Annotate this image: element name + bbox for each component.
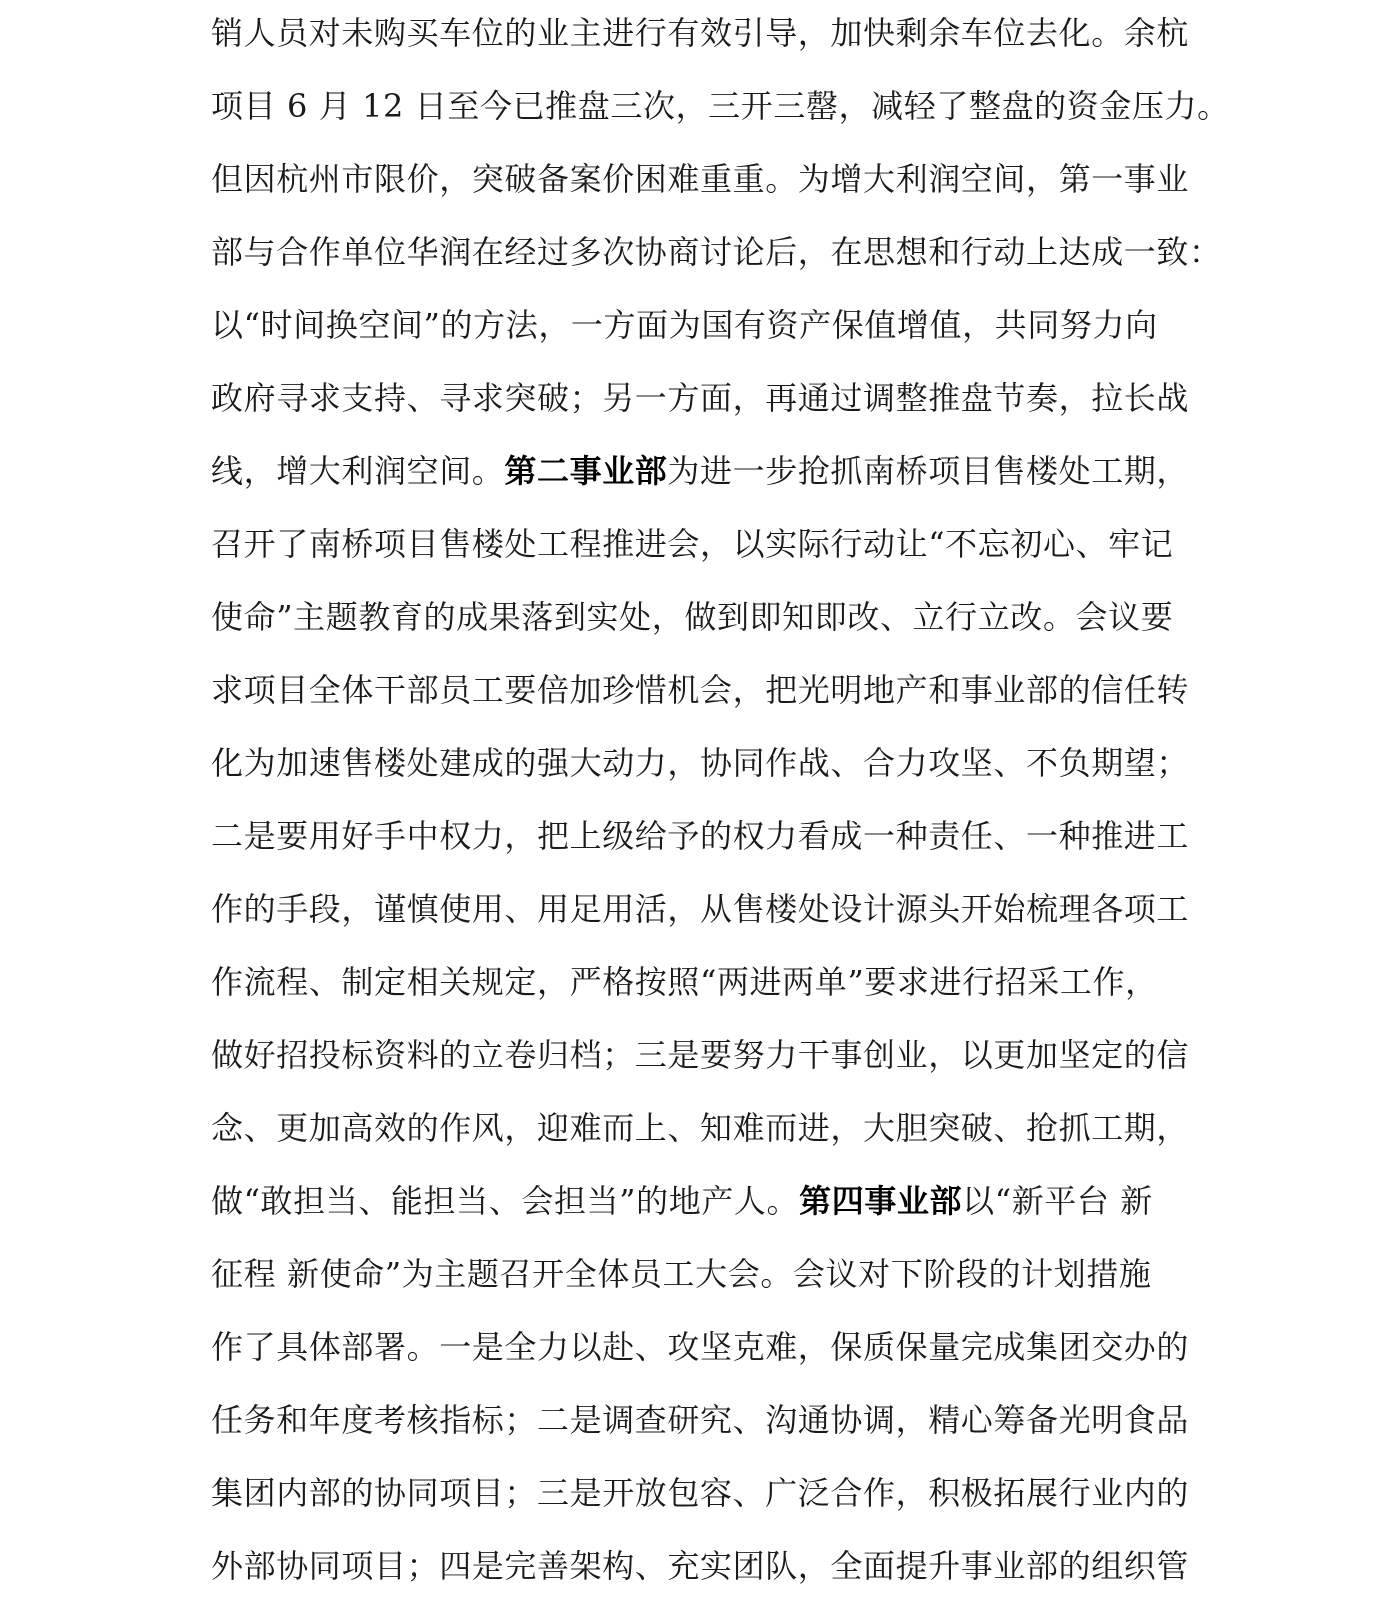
- text-line: 部与合作单位华润在经过多次协商讨论后，在思想和行动上达成一致：: [211, 233, 1222, 271]
- text-line: 集团内部的协同项目；三是开放包容、广泛合作，积极拓展行业内的: [211, 1474, 1190, 1512]
- text-line: 政府寻求支持、寻求突破；另一方面，再通过调整推盘节奏，拉长战: [211, 379, 1190, 417]
- text-segment: 做“敢担当、能担当、会担当”的地产人。: [211, 1182, 800, 1220]
- text-line: 任务和年度考核指标；二是调查研究、沟通协调，精心筹备光明食品: [211, 1401, 1190, 1439]
- text-line: 二是要用好手中权力，把上级给予的权力看成一种责任、一种推进工: [211, 817, 1190, 855]
- text-line: 项目 6 月 12 日至今已推盘三次，三开三罄，减轻了整盘的资金压力。: [211, 87, 1230, 125]
- text-segment: 为进一步抢抓南桥项目售楼处工期，: [667, 452, 1190, 490]
- text-line: 求项目全体干部员工要倍加珍惜机会，把光明地产和事业部的信任转: [211, 671, 1190, 709]
- department-name-bold: 第四事业部: [799, 1182, 963, 1220]
- text-segment: 以“新平台 新: [962, 1182, 1153, 1220]
- text-line: 召开了南桥项目售楼处工程推进会，以实际行动让“不忘初心、牢记: [211, 525, 1174, 563]
- text-line: 销人员对未购买车位的业主进行有效引导，加快剩余车位去化。余杭: [211, 14, 1190, 52]
- text-line: 念、更加高效的作风，迎难而上、知难而进，大胆突破、抢抓工期，: [211, 1109, 1190, 1147]
- text-line: 作了具体部署。一是全力以赴、攻坚克难，保质保量完成集团交办的: [211, 1328, 1190, 1366]
- text-line: [211, 1172, 1201, 1245]
- text-line: 作流程、制定相关规定，严格按照“两进两单”要求进行招采工作，: [211, 963, 1158, 1001]
- text-line: 作的手段，谨慎使用、用足用活，从售楼处设计源头开始梳理各项工: [211, 890, 1190, 928]
- department-name-bold: 第二事业部: [504, 452, 668, 490]
- text-line: 使命”主题教育的成果落到实处，做到即知即改、立行立改。会议要: [211, 598, 1174, 636]
- text-line: 征程 新使命”为主题召开全体员工大会。会议对下阶段的计划措施: [211, 1255, 1152, 1293]
- text-line: 外部协同项目；四是完善架构、充实团队，全面提升事业部的组织管: [211, 1547, 1190, 1585]
- text-segment: 线，增大利润空间。: [211, 452, 505, 490]
- body-text: [211, 4, 1230, 1610]
- text-line: 以“时间换空间”的方法，一方面为国有资产保值增值，共同努力向: [211, 306, 1158, 344]
- text-line: 但因杭州市限价，突破备案价困难重重。为增大利润空间，第一事业: [211, 160, 1190, 198]
- text-line: 做好招投标资料的立卷归档；三是要努力干事创业，以更加坚定的信: [211, 1036, 1190, 1074]
- text-line: [211, 442, 1201, 515]
- text-line: 化为加速售楼处建成的强大动力，协同作战、合力攻坚、不负期望；: [211, 744, 1190, 782]
